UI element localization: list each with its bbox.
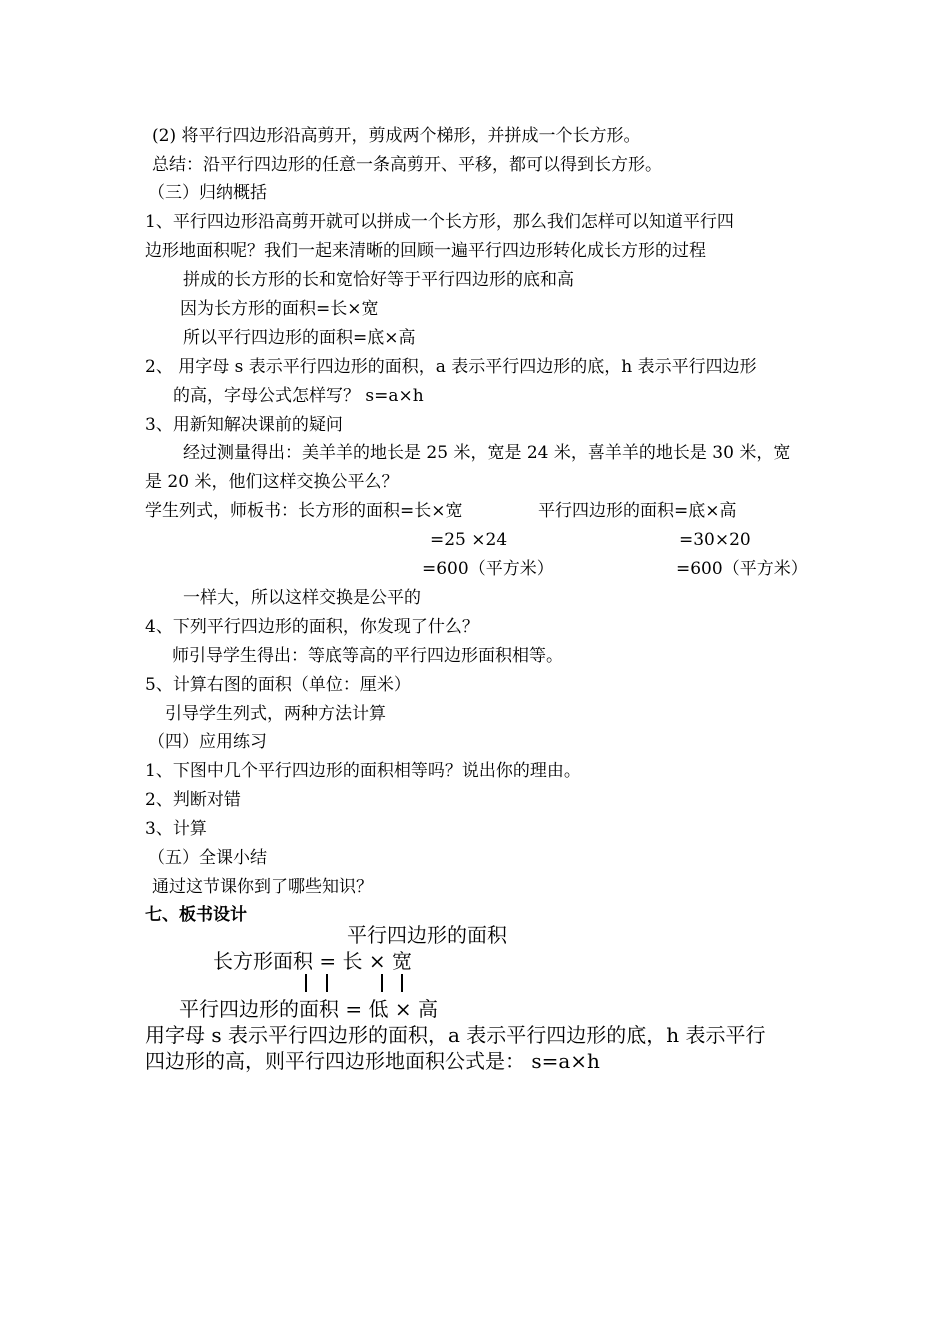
board-connector-line xyxy=(305,974,307,992)
calc-line: =30×20 xyxy=(679,530,751,550)
text-line: 一样大，所以这样交换是公平的 xyxy=(183,588,421,608)
section-heading: （四）应用练习 xyxy=(148,732,267,752)
text-line: 学生列式，师板书：长方形的面积=长×宽 xyxy=(145,501,463,521)
section-heading-bold: 七、板书设计 xyxy=(145,905,247,925)
section-heading: （三）归纳概括 xyxy=(148,183,267,203)
text-line: 5、计算右图的面积（单位：厘米） xyxy=(145,675,411,695)
text-line: (2) 将平行四边形沿高剪开，剪成两个梯形，并拼成一个长方形。 xyxy=(152,126,641,146)
board-para-formula: 平行四边形的面积 = 低 × 高 xyxy=(179,997,438,1021)
text-line: 平行四边形的面积=底×高 xyxy=(538,501,737,521)
calc-line: =600（平方米） xyxy=(676,559,808,579)
board-summary-line: 四边形的高，则平行四边形地面积公式是： s=a×h xyxy=(145,1049,600,1073)
text-line: 经过测量得出：美羊羊的地长是 25 米，宽是 24 米，喜羊羊的地长是 30 米，宽 xyxy=(183,443,791,463)
calc-line: =600（平方米） xyxy=(422,559,554,579)
text-line: 1、平行四边形沿高剪开就可以拼成一个长方形，那么我们怎样可以知道平行四 xyxy=(145,212,734,232)
board-rect-formula: 长方形面积 = 长 × 宽 xyxy=(213,949,412,973)
text-line: 的高，字母公式怎样写？ s=a×h xyxy=(173,386,424,406)
text-line: 4、下列平行四边形的面积，你发现了什么？ xyxy=(145,617,479,637)
text-line: 因为长方形的面积=长×宽 xyxy=(180,299,379,319)
section-heading: （五）全课小结 xyxy=(148,848,267,868)
text-line: 1、下图中几个平行四边形的面积相等吗？说出你的理由。 xyxy=(145,761,581,781)
text-line: 2、 用字母 s 表示平行四边形的面积，a 表示平行四边形的底，h 表示平行四边形 xyxy=(145,357,757,377)
text-line: 引导学生列式，两种方法计算 xyxy=(165,704,386,724)
text-line: 师引导学生得出：等底等高的平行四边形面积相等。 xyxy=(172,646,563,666)
board-connector-line xyxy=(381,974,383,992)
text-line: 拼成的长方形的长和宽恰好等于平行四边形的底和高 xyxy=(183,270,574,290)
text-line: 2、判断对错 xyxy=(145,790,241,810)
text-line: 3、用新知解决课前的疑问 xyxy=(145,415,343,435)
board-title: 平行四边形的面积 xyxy=(347,923,507,947)
text-line: 3、计算 xyxy=(145,819,207,839)
calc-line: =25 ×24 xyxy=(430,530,508,550)
text-line: 总结：沿平行四边形的任意一条高剪开、平移，都可以得到长方形。 xyxy=(152,155,662,175)
text-line: 边形地面积呢？我们一起来清晰的回顾一遍平行四边形转化成长方形的过程 xyxy=(145,241,706,261)
board-connector-line xyxy=(401,974,403,992)
board-connector-line xyxy=(326,974,328,992)
text-line: 是 20 米，他们这样交换公平么？ xyxy=(145,472,399,492)
text-line: 通过这节课你到了哪些知识？ xyxy=(152,877,373,897)
board-summary-line: 用字母 s 表示平行四边形的面积，a 表示平行四边形的底，h 表示平行 xyxy=(145,1023,766,1047)
text-line: 所以平行四边形的面积=底×高 xyxy=(183,328,416,348)
